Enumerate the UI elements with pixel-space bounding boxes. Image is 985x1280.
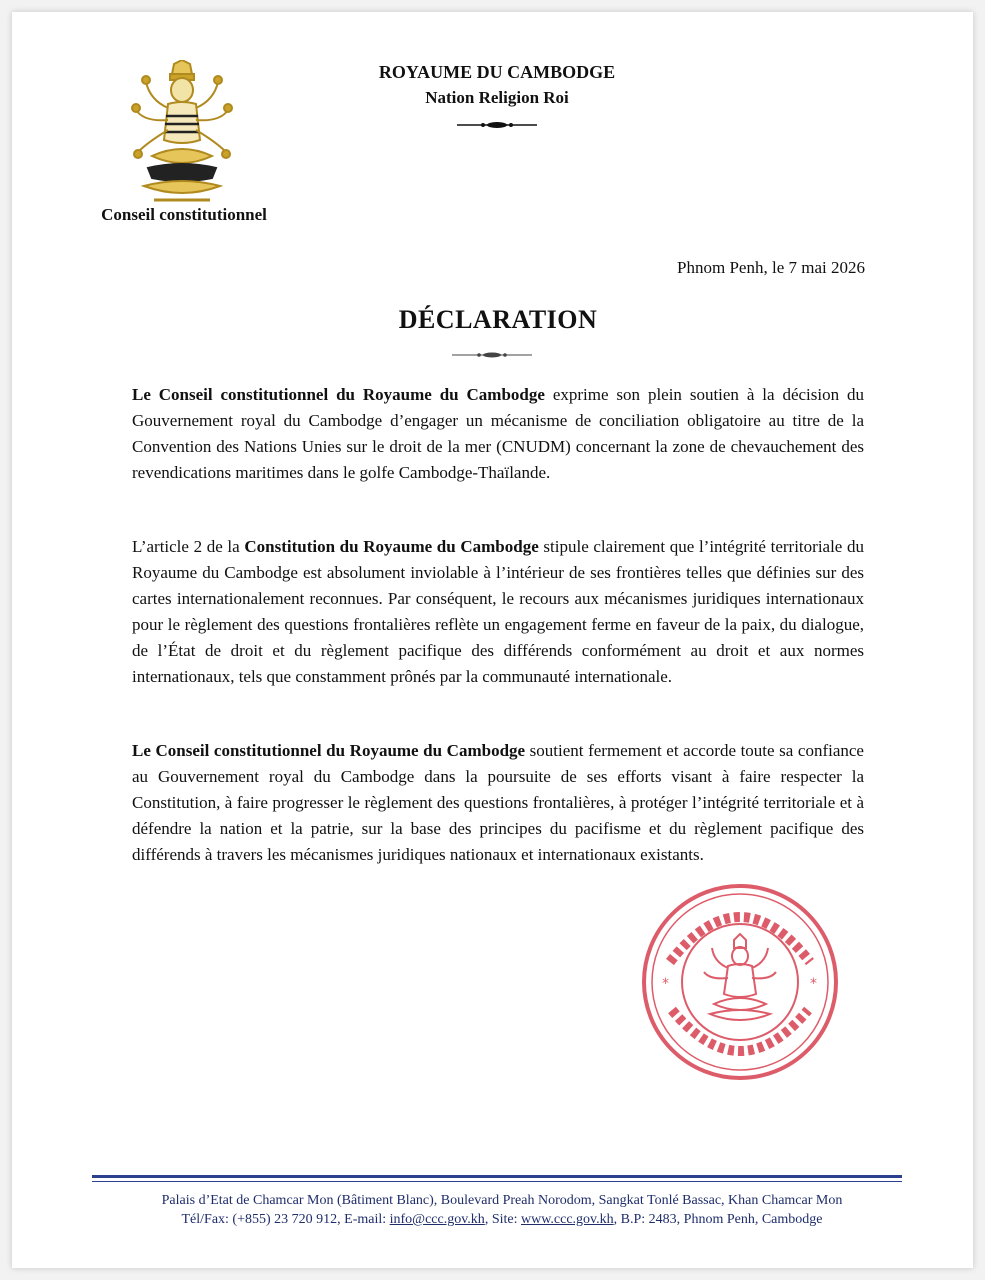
document-page [12,12,973,1268]
ornament-divider-icon [457,120,537,130]
svg-text:*: * [662,976,669,992]
paragraph-2 [132,534,864,690]
paragraph-3-text: soutient fermement et accorde toute sa confiance au Gouvernement royal du Cambodge dans la poursuite de ses efforts visant à faire respecter la Constitution, à faire progresser le règlement des questions frontalières, à protéger l’intégrité territoriale et à défendre la nation et la patrie, sur la base des principes du pacifisme et du règlement pacifique des différends à travers les mécanismes juridiques nationaux et internationaux existants. [132,741,864,864]
footer-divider-thin [92,1181,902,1182]
paragraph-3 [132,738,864,868]
kingdom-heading: ROYAUME DU CAMBODGE [378,62,616,82]
footer-site-link[interactable]: www.ccc.gov.kh [520,1212,614,1227]
footer-site-pre: , Site: [484,1212,521,1227]
footer-contact [72,1212,932,1228]
footer-contact-post: , B.P: 2483, Phnom Penh, Cambodge [613,1212,823,1227]
paragraph-3-bold: Le Conseil constitutionnel du Royaume du Cambodge [132,741,526,760]
council-name: Conseil constitutionnel [101,205,267,224]
paragraph-1 [132,382,864,486]
svg-text:*: * [810,976,817,992]
constitutional-council-emblem-icon [124,60,240,208]
date-line: Phnom Penh, le 7 mai 2026 [677,258,865,277]
footer-address: Palais d’Etat de Chamcar Mon (Bâtiment Blanc), Boulevard Preah Norodom, Sangkat Tonlé Bassac, Khan Chamcar Mon [161,1193,843,1208]
footer-email-link[interactable]: info@ccc.gov.kh [389,1212,485,1227]
title-ornament-icon [452,350,532,360]
paragraph-2-pre: L’article 2 de la [132,537,245,556]
paragraph-1-text: exprime son plein soutien à la décision du Gouvernement royal du Cambodge d’engager un mécanisme de conciliation obligatoire au titre de la Convention des Nations Unies sur le droit de la mer (CNUDM) concernant la zone de chevauchement des revendications maritimes dans le golfe Cambodge-Thaïlande. [132,385,864,482]
official-seal-stamp-icon [640,882,840,1082]
footer-divider [92,1175,902,1178]
paragraph-2-bold: Constitution du Royaume du Cambodge [244,537,539,556]
national-motto: Nation Religion Roi [425,88,569,107]
paragraph-1-bold: Le Conseil constitutionnel du Royaume du Cambodge [132,385,545,404]
paragraph-2-post: stipule clairement que l’intégrité territoriale du Royaume du Cambodge est absolument inviolable à l’intérieur de ses frontières telles que définies sur des cartes internationalement reconnues. Par conséquent, le recours aux mécanismes juridiques internationaux pour le règlement des questions frontalières reflète un engagement ferme en faveur de la paix, du dialogue, de l’État de droit et du règlement pacifique des différends conformément au droit et aux normes internationaux, tels que constamment prônés par la communauté internationale. [132,537,864,686]
page-title: DÉCLARATION [398,305,598,334]
footer-contact-pre: Tél/Fax: (+855) 23 720 912, E-mail: [181,1212,390,1227]
